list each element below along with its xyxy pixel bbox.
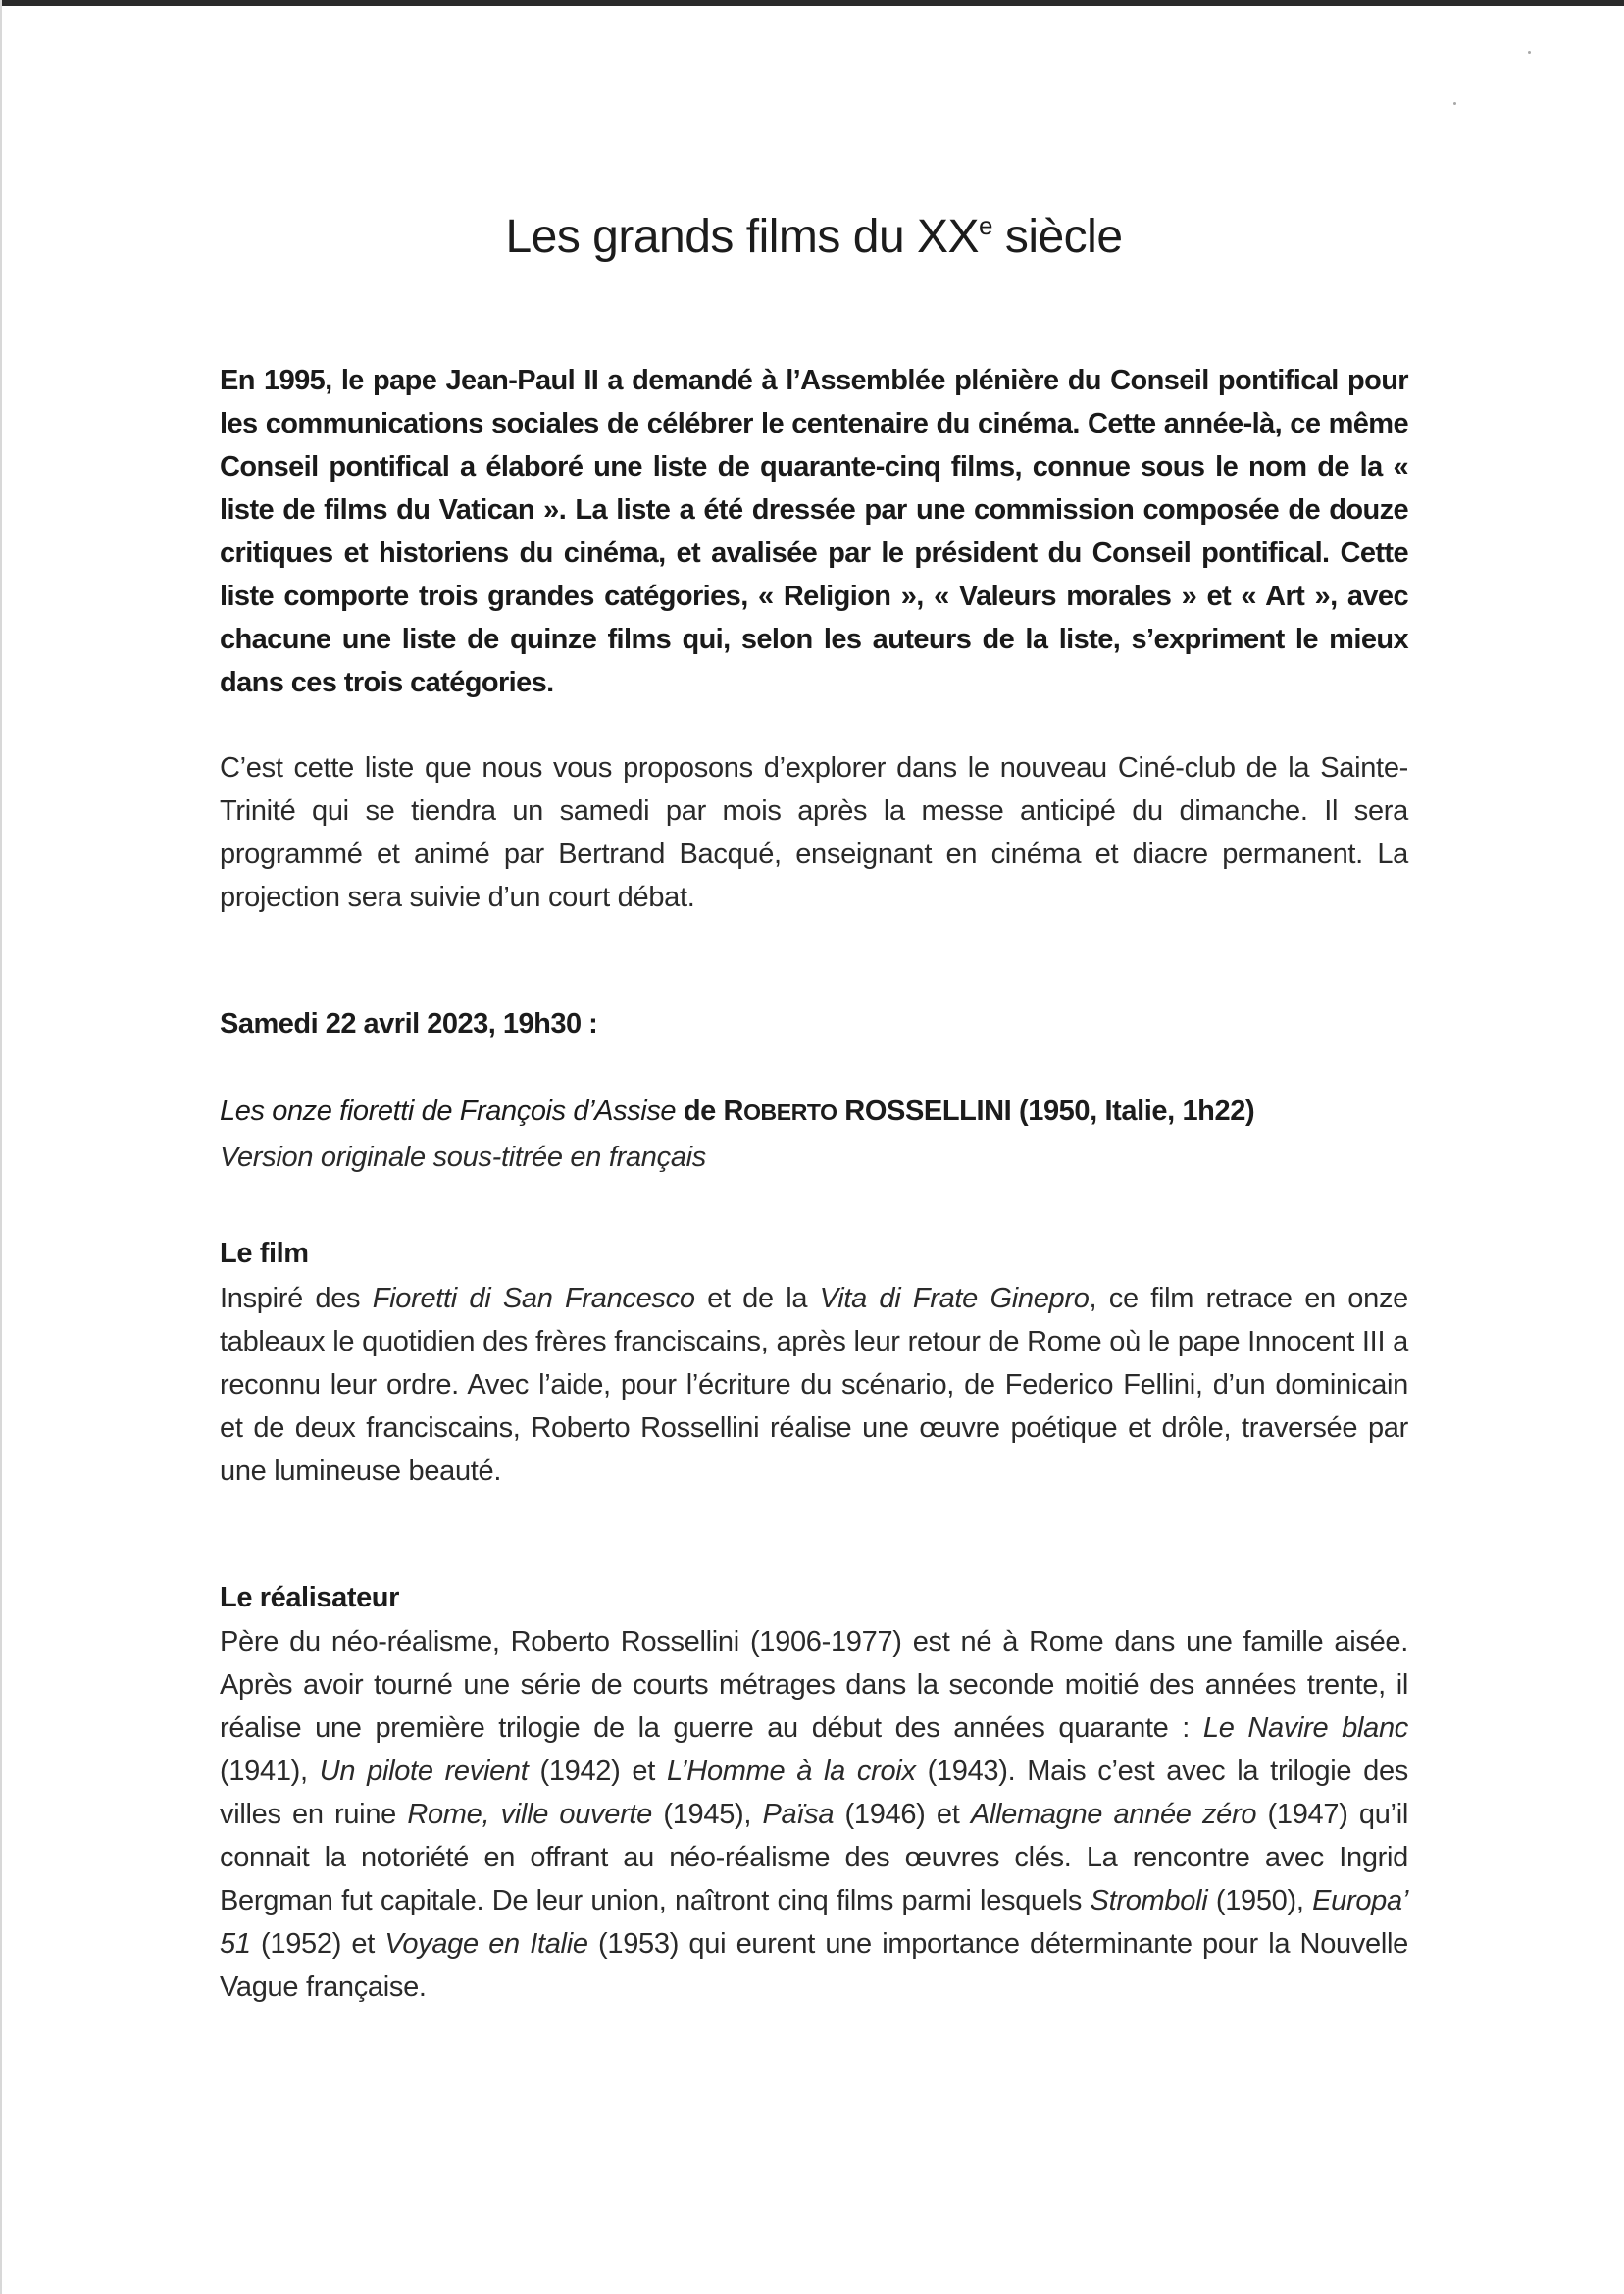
director-bio-segment: (1947) qu’il connait la notoriété en offrant au néo-réalisme des œuvres clés. La rencontre avec Ingrid Bergman fut capitale. De leur union, naîtront cinq films parmi lesquels [220,1799,1408,1916]
director-bio-segment: Allemagne année zéro [970,1799,1257,1830]
version-note: Version originale sous-titrée en français [220,1142,706,1173]
title-main: Les grands films du XX [505,211,980,263]
director-last-name: ROSSELLINI [837,1096,1012,1127]
director-bio-segment: Stromboli [1090,1885,1208,1916]
director-first-initial: R [723,1096,744,1127]
section-heading-director: Le réalisateur [220,1582,399,1613]
section-heading-film: Le film [220,1238,309,1269]
director-bio-segment: (1950), [1207,1885,1313,1916]
film-connector: de [676,1096,724,1127]
film-title-line [220,1090,1408,1134]
director-bio-segment: (1953) qui eurent une importance déterminante pour la Nouvelle Vague française. [220,1928,1408,2003]
director-bio-segment: (1941), [220,1756,320,1787]
director-first-rest: OBERTO [743,1099,837,1125]
film-description-segment: Fioretti di San Francesco [372,1283,695,1314]
director-bio-segment: (1942) et [528,1756,667,1787]
page-title [220,210,1408,271]
intro-paragraph: En 1995, le pape Jean-Paul II a demandé à l’Assemblée plénière du Conseil pontifical pour les communications sociales de célébrer le centenaire du cinéma. Cette année-là, ce même Conseil pontifical a élaboré une liste de quarante-cinq films, connue sous le nom de la « liste de films du Vatican ». La liste a été dressée par une commission composée de douze critiques et historiens du cinéma, et avalisée par le président du Conseil pontifical. Cette liste comporte trois grandes catégories, « Religion », « Valeurs morales » et « Art », avec chacune une liste de quinze films qui, selon les auteurs de la liste, s’expriment le mieux dans ces trois catégories. [220,365,1408,698]
scan-edge-top [0,0,1624,6]
director-bio-segment: (1946) et [834,1799,971,1830]
film-description-segment: Vita di Frate Ginepro [819,1283,1090,1314]
film-details: (1950, Italie, 1h22) [1011,1096,1255,1127]
cine-club-paragraph: C’est cette liste que nous vous proposons d’explorer dans le nouveau Ciné-club de la Sainte-Trinité qui se tiendra un samedi par mois après la messe anticipé du dimanche. Il sera programmé et animé par Bertrand Bacqué, enseignant en cinéma et diacre permanent. La projection sera suivie d’un court débat. [220,752,1408,913]
director-bio-segment: Rome, ville ouverte [407,1799,653,1830]
director-bio-segment: Païsa [762,1799,835,1830]
director-bio-segment: (1945), [652,1799,763,1830]
scan-speck [1528,51,1531,54]
film-description-paragraph [220,1277,1408,1493]
director-bio-segment: Père du néo-réalisme, Roberto Rossellini (1906-1977) est né à Rome dans une famille aisée. Après avoir tourné une série de courts métrages dans la seconde moitié des années trente, il réalise une première trilogie de la guerre au début des années quarante : [220,1626,1408,1744]
director-bio-segment: (1943). Mais c’est avec la trilogie des villes en ruine [220,1756,1408,1830]
director-bio-segment: Un pilote revient [319,1756,529,1787]
film-description-segment: , ce film retrace en onze tableaux le quotidien des frères franciscains, après leur retour de Rome où le pape Innocent III a reconnu leur ordre. Avec l’aide, pour l’écriture du scénario, de Federico Fellini, d’un dominicain et de deux franciscains, Roberto Rossellini réalise une œuvre poétique et drôle, traversée par une lumineuse beauté. [220,1283,1408,1487]
title-superscript: e [979,211,992,240]
film-title: Les onze fioretti de François d’Assise [220,1096,677,1127]
director-bio-segment: Le Navire blanc [1202,1712,1409,1744]
film-description-segment: Inspiré des [220,1283,373,1314]
director-bio-segment: L’Homme à la croix [666,1756,916,1787]
director-bio-paragraph [220,1620,1408,2009]
director-bio-segment: Europa’ 51 [220,1885,1408,1960]
session-date: Samedi 22 avril 2023, 19h30 : [220,1008,598,1040]
scan-speck [1453,102,1456,105]
scan-edge-left [0,0,2,2294]
film-description-segment: et de la [694,1283,820,1314]
director-bio-segment: (1952) et [250,1928,385,1960]
title-tail: siècle [991,211,1123,263]
director-bio-segment: Voyage en Italie [384,1928,588,1960]
